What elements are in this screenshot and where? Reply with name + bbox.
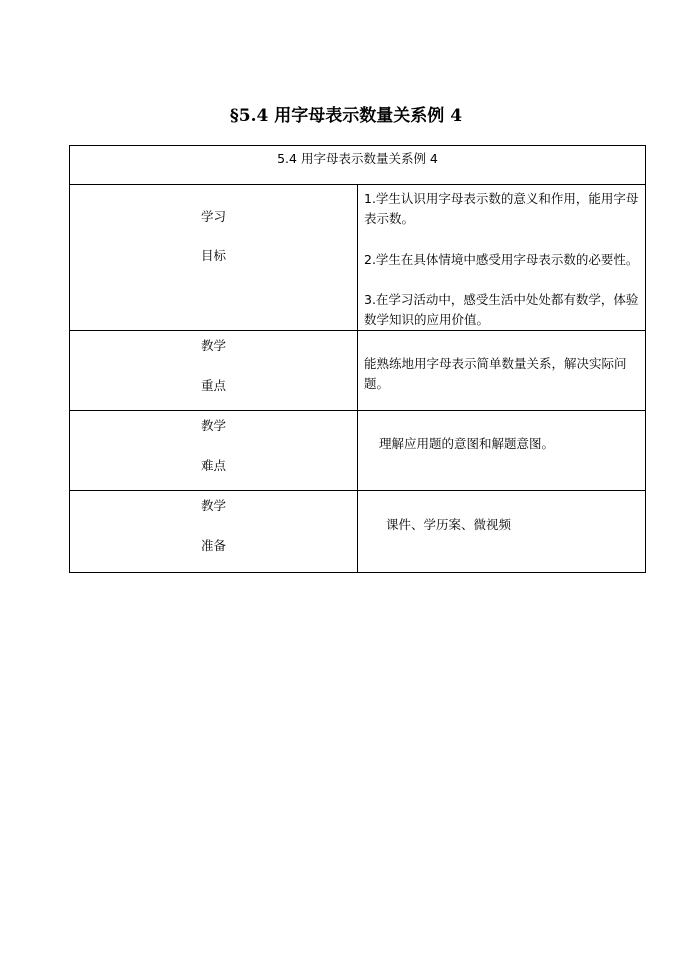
table-row-key-points xyxy=(70,331,646,411)
goals-label-cell xyxy=(70,185,358,331)
goal-item-2: 2.学生在具体情境中感受用字母表示数的必要性。 xyxy=(364,252,639,267)
preparation-label-line1: 教学 xyxy=(200,498,226,513)
table-row-preparation xyxy=(70,491,646,573)
key-points-text: 能熟练地用字母表示简单数量关系，解决实际问题。 xyxy=(364,356,627,391)
preparation-content-cell xyxy=(358,491,646,573)
preparation-label-cell xyxy=(70,491,358,573)
goals-label-line1: 学习 xyxy=(200,209,226,224)
preparation-label-line2: 准备 xyxy=(200,538,226,553)
goal-item-1: 1.学生认识用字母表示数的意义和作用，能用字母表示数。 xyxy=(364,191,639,226)
goal-item-3: 3.在学习活动中，感受生活中处处都有数学，体验数学知识的应用价值。 xyxy=(364,292,639,327)
goals-content-cell xyxy=(358,185,646,331)
table-row-difficulties xyxy=(70,411,646,491)
key-points-label-line1: 教学 xyxy=(200,338,226,353)
key-points-label-cell xyxy=(70,331,358,411)
goals-label-line2: 目标 xyxy=(200,248,226,263)
page-title: §5.4 用字母表示数量关系例 4 xyxy=(229,106,463,126)
lesson-plan-table xyxy=(69,145,646,573)
key-points-content-cell xyxy=(358,331,646,411)
table-header-row xyxy=(70,146,646,185)
difficulties-label-cell xyxy=(70,411,358,491)
difficulties-text: 理解应用题的意图和解题意图。 xyxy=(379,436,555,451)
key-points-label-line2: 重点 xyxy=(200,378,226,393)
difficulties-label-line2: 难点 xyxy=(200,458,226,473)
difficulties-label-line1: 教学 xyxy=(200,418,226,433)
table-row-goals xyxy=(70,185,646,331)
difficulties-content-cell xyxy=(358,411,646,491)
preparation-text: 课件、学历案、微视频 xyxy=(386,517,512,532)
lesson-header-cell: 5.4 用字母表示数量关系例 4 xyxy=(70,146,646,185)
